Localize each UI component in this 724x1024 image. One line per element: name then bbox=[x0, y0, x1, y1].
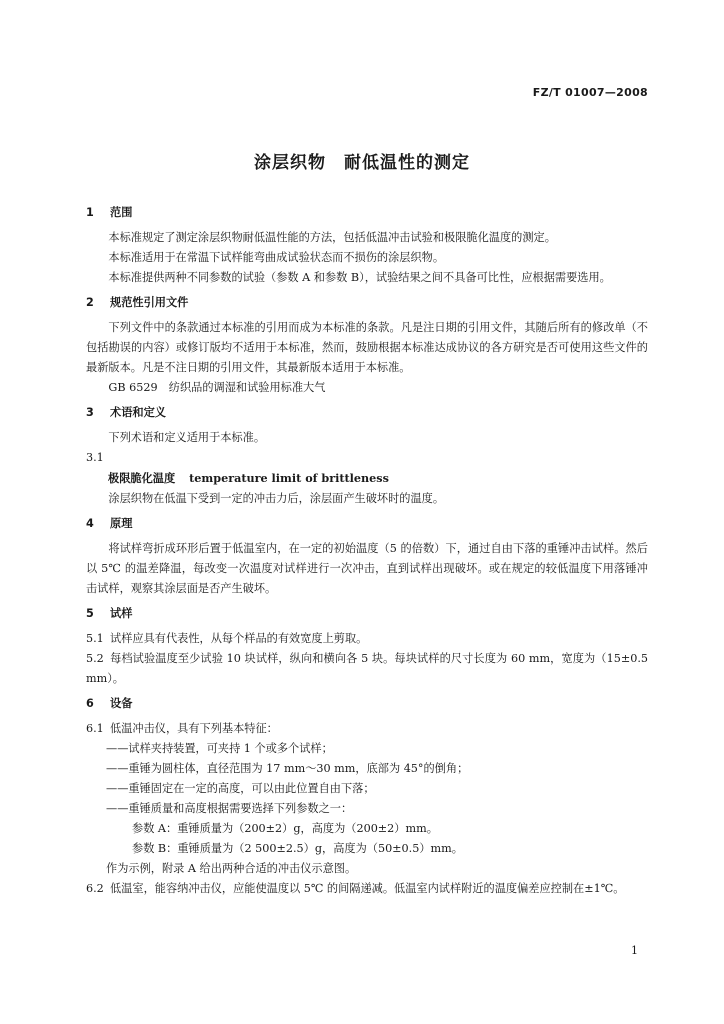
document-title: 涂层织物 耐低温性的测定 bbox=[254, 153, 470, 173]
paragraph: 下列术语和定义适用于本标准。 bbox=[108, 431, 266, 444]
list-item: ——重锤为圆柱体，直径范围为 17 mm～30 mm，底部为 45°的倒角； bbox=[106, 762, 469, 775]
section-title: 设备 bbox=[110, 697, 133, 710]
section-number: 3 bbox=[86, 406, 94, 419]
section-title: 术语和定义 bbox=[110, 406, 166, 419]
page-number: 1 bbox=[631, 944, 638, 957]
section-6-heading bbox=[86, 695, 648, 713]
section-2-heading bbox=[86, 294, 648, 312]
paragraph: 将试样弯折成环形后置于低温室内，在一定的初始温度（5 的倍数）下，通过自由下落的重锤冲击试样。然后以 5℃ 的温差降温，每改变一次温度对试样进行一次冲击，直到试样出现破坏。或在规定的较低温度下用落锤冲击试样，观察其涂层面是否产生破坏。 bbox=[86, 542, 648, 595]
list-item: ——重锤固定在一定的高度，可以由此位置自由下落； bbox=[106, 782, 375, 795]
section-number: 4 bbox=[86, 517, 94, 530]
section-5-heading bbox=[86, 605, 648, 623]
document-body bbox=[86, 204, 648, 899]
section-title: 试样 bbox=[110, 607, 133, 620]
parameter-item: 参数 A：重锤质量为（200±2）g，高度为（200±2）mm。 bbox=[132, 822, 438, 835]
paragraph: 本标准适用于在常温下试样能弯曲成试验状态而不损伤的涂层织物。 bbox=[108, 251, 445, 264]
clause-5-2 bbox=[86, 649, 648, 689]
clause-number: 6.1 bbox=[86, 722, 104, 735]
list-item: ——试样夹持装置，可夹持 1 个或多个试样； bbox=[106, 742, 333, 755]
clause-text: 试样应具有代表性，从每个样品的有效宽度上剪取。 bbox=[110, 632, 368, 645]
clause-number: 5.2 bbox=[86, 652, 104, 665]
section-3-heading bbox=[86, 404, 648, 422]
clause-6-1 bbox=[86, 719, 648, 739]
normative-reference: GB 6529 纺织品的调湿和试验用标准大气 bbox=[108, 381, 326, 394]
clause-number: 6.2 bbox=[86, 882, 104, 895]
paragraph: 本标准规定了测定涂层织物耐低温性能的方法，包括低温冲击试验和极限脆化温度的测定。 bbox=[108, 231, 556, 244]
example-note: 作为示例，附录 A 给出两种合适的冲击仪示意图。 bbox=[106, 862, 357, 875]
list-item: ——重锤质量和高度根据需要选择下列参数之一： bbox=[106, 802, 353, 815]
term-chinese: 极限脆化温度 bbox=[108, 472, 176, 485]
clause-text: 每档试验温度至少试验 10 块试样，纵向和横向各 5 块。每块试样的尺寸长度为 60 mm，宽度为（15±0.5 mm）。 bbox=[86, 652, 648, 685]
paragraph: 下列文件中的条款通过本标准的引用而成为本标准的条款。凡是注日期的引用文件，其随后所有的修改单（不包括勘误的内容）或修订版均不适用于本标准，然而，鼓励根据本标准达成协议的各方研究是否可使用这些文件的最新版本。凡是不注日期的引用文件，其最新版本适用于本标准。 bbox=[86, 321, 648, 374]
term-entry bbox=[86, 468, 648, 489]
section-1-heading bbox=[86, 204, 648, 222]
clause-number: 5.1 bbox=[86, 632, 104, 645]
term-definition: 涂层织物在低温下受到一定的冲击力后，涂层面产生破坏时的温度。 bbox=[108, 492, 445, 505]
section-number: 5 bbox=[86, 607, 94, 620]
parameter-item: 参数 B：重锤质量为（2 500±2.5）g，高度为（50±0.5）mm。 bbox=[132, 842, 463, 855]
clause-6-2 bbox=[86, 879, 648, 899]
clause-text: 低温室，能容纳冲击仪，应能使温度以 5℃ 的间隔递减。低温室内试样附近的温度偏差应控制在±1℃。 bbox=[110, 882, 625, 895]
section-number: 6 bbox=[86, 697, 94, 710]
standard-code: FZ/T 01007—2008 bbox=[532, 86, 648, 99]
clause-5-1 bbox=[86, 629, 648, 649]
clause-text: 低温冲击仪，具有下列基本特征： bbox=[110, 722, 278, 735]
section-4-heading bbox=[86, 515, 648, 533]
subsection-number: 3.1 bbox=[86, 451, 104, 464]
section-title: 规范性引用文件 bbox=[110, 296, 189, 309]
paragraph: 本标准提供两种不同参数的试验（参数 A 和参数 B），试验结果之间不具备可比性，应根据需要选用。 bbox=[108, 271, 611, 284]
section-number: 1 bbox=[86, 206, 94, 219]
section-title: 范围 bbox=[110, 206, 133, 219]
section-number: 2 bbox=[86, 296, 94, 309]
section-title: 原理 bbox=[110, 517, 133, 530]
term-english: temperature limit of brittleness bbox=[189, 471, 389, 485]
